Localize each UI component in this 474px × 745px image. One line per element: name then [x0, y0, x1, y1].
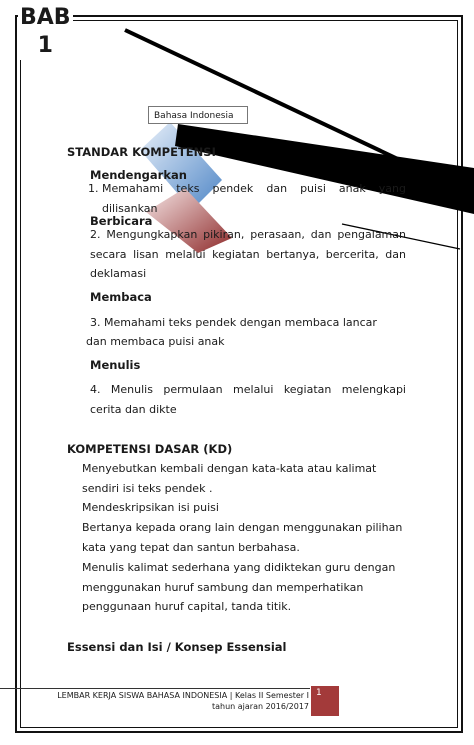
- chapter-title: [18, 4, 73, 60]
- membaca-heading: Membaca: [90, 290, 152, 304]
- chapter-number: 1: [37, 33, 53, 58]
- kompetensi-dasar-heading: KOMPETENSI DASAR (KD): [67, 442, 233, 456]
- kd-item-3: Bertanya kepada orang lain dengan menggunakan pilihan kata yang tepat dan santun berbahasa.: [82, 521, 403, 554]
- footer-divider: [0, 688, 310, 689]
- berbicara-text: 2. Mengungkapkan pikiran, perasaan, dan pengalaman secara lisan melalui kegiatan bertanya, bercerita, dan deklamasi: [90, 228, 406, 280]
- mendengarkan-heading: Mendengarkan: [90, 168, 187, 182]
- chapter-label: BAB: [20, 5, 71, 30]
- berbicara-heading: Berbicara: [90, 214, 153, 228]
- menulis-text: 4. Menulis permulaan melalui kegiatan melengkapi cerita dan dikte: [90, 383, 406, 416]
- standar-kompetensi-heading: STANDAR KOMPETENSI: [67, 145, 216, 159]
- kd-item-2: Mendeskripsikan isi puisi: [82, 501, 219, 514]
- footer-text: [22, 690, 309, 712]
- footer-line-1: LEMBAR KERJA SISWA BAHASA INDONESIA | Kelas II Semester I: [57, 691, 309, 700]
- page-number-badge: 1: [311, 686, 339, 716]
- kd-item-1: Menyebutkan kembali dengan kata-kata atau kalimat sendiri isi teks pendek .: [82, 462, 377, 495]
- kd-item-4: Menulis kalimat sederhana yang didiktekan guru dengan menggunakan huruf sambung dan memperhatikan penggunaan huruf capital, tanda titik.: [82, 561, 396, 613]
- membaca-text-line2: dan membaca puisi anak: [86, 335, 225, 348]
- membaca-text-line1: 3. Memahami teks pendek dengan membaca lancar: [90, 316, 377, 329]
- subject-label-box: Bahasa Indonesia: [148, 106, 248, 124]
- mendengarkan-text: Memahami teks pendek dan puisi anak yang dilisankan: [102, 182, 406, 215]
- menulis-heading: Menulis: [90, 358, 141, 372]
- mendengarkan-number: 1.: [88, 182, 99, 195]
- footer-line-2: tahun ajaran 2016/2017: [211, 702, 309, 711]
- essensi-heading: Essensi dan Isi / Konsep Essensial: [67, 640, 287, 654]
